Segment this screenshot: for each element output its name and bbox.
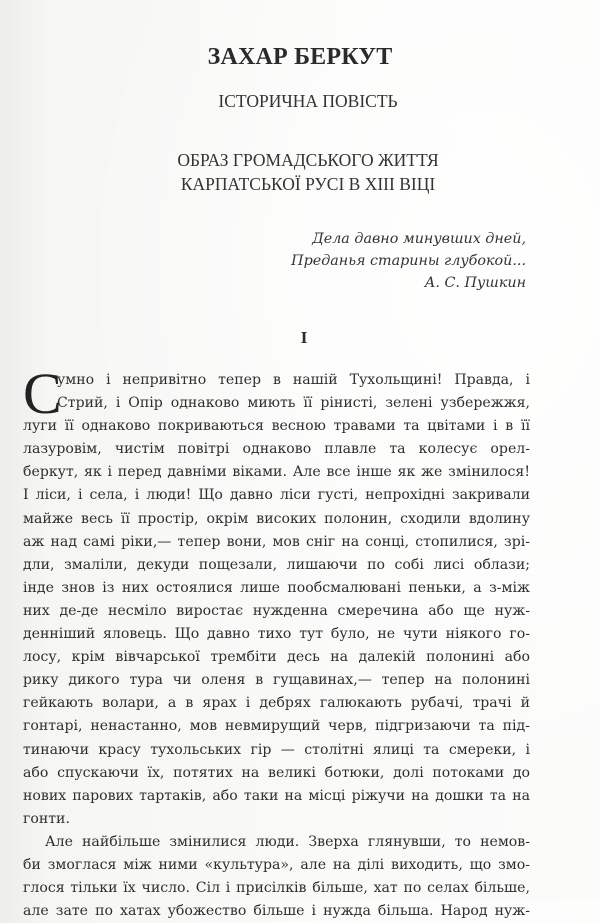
drop-cap: С [23, 361, 62, 426]
book-subheading [0, 148, 600, 196]
text-line: луги її однаково покриваються весною травами та цвітами і в її [23, 418, 530, 435]
text-line: Але найбільше змінилися люди. Зверха глянувши, то немов- [45, 833, 530, 850]
subheading-line: ОБРАЗ ГРОМАДСЬКОГО ЖИТТЯ [177, 150, 439, 170]
text-line: них де-де несміло виростає нужденна смеречина або ще нуж- [23, 602, 530, 619]
body-text [23, 361, 530, 923]
book-subtitle: ІСТОРИЧНА ПОВІСТЬ [218, 91, 398, 111]
book-title: ЗАХАР БЕРКУТ [207, 44, 393, 70]
text-line: гонти. [23, 810, 70, 827]
subheading-line: КАРПАТСЬКОЇ РУСІ В XIII ВІЦІ [180, 174, 436, 194]
text-line: дли, змаліли, декуди пощезали, лишаючи по собі лисі облази; [23, 556, 530, 573]
epigraph-line: Преданья старины глубокой... [291, 253, 526, 269]
paragraph [23, 369, 530, 831]
text-line: гейкають волари, а в ярах і дебрях галюкають рубачі, трачі й [23, 695, 530, 712]
text-line: глося тільки їх число. Сіл і присілків більше, хат по селах більше, [23, 880, 530, 897]
text-line: аж над самі ріки,— тепер вони, мов сніг на сонці, стопилися, зрі- [23, 533, 530, 550]
text-line: майже весь її простір, окрім високих полонин, сходили вдолину [23, 510, 530, 527]
text-line: денніший яловець. Що давно тихо тут було, не чути ніякого го- [23, 626, 530, 643]
epigraph-attribution: А. С. Пушкин [424, 275, 526, 291]
text-line: би змоглася між ними «культура», але на ділі виходить, що змо- [23, 856, 530, 873]
epigraph [291, 228, 526, 294]
text-line: або спускаючи їх, потятих на великі ботюки, долі потоками до [23, 764, 530, 781]
epigraph-line: Дела давно минувших дней, [312, 231, 526, 247]
text-line: рику дикого тура чи оленя в гущавинах,— тепер на полонині [23, 672, 530, 689]
text-line: нових парових тартаків, або таки на місці ріжучи на дошки та на [23, 787, 530, 804]
text-line: але зате по хатах убожество більше і нужда більша. Народ нуж- [23, 903, 530, 920]
text-line: тинаючи красу тухольських гір — столітні ялиці та смереки, і [23, 741, 530, 758]
text-line: Стрий, і Опір однаково миють її рінисті, зелені узбережжя, [57, 395, 530, 412]
paragraphs [23, 369, 530, 923]
chapter-number: I [300, 328, 308, 347]
text-line: інде знов із них остоялися лише пообсмалювані пеньки, а з-між [23, 579, 530, 596]
text-line: лосу, крім вівчарської трембіти десь на далекій полонині або [23, 649, 530, 666]
text-line: умно і непривітно тепер в нашій Тухольщині! Правда, і [57, 372, 530, 388]
text-line: гонтарі, ненастанно, мов невмирущий черв, підгризаючи та під- [23, 718, 530, 735]
text-line: лазуровім, чистім повітрі однаково плавле та колесує орел- [23, 441, 530, 458]
text-line: беркут, як і перед давніми віками. Але все інше як же змінилося! [23, 464, 530, 481]
text-line: І ліси, і села, і люди! Що давно ліси густі, непрохідні закривали [23, 487, 530, 504]
paragraph [23, 831, 530, 923]
